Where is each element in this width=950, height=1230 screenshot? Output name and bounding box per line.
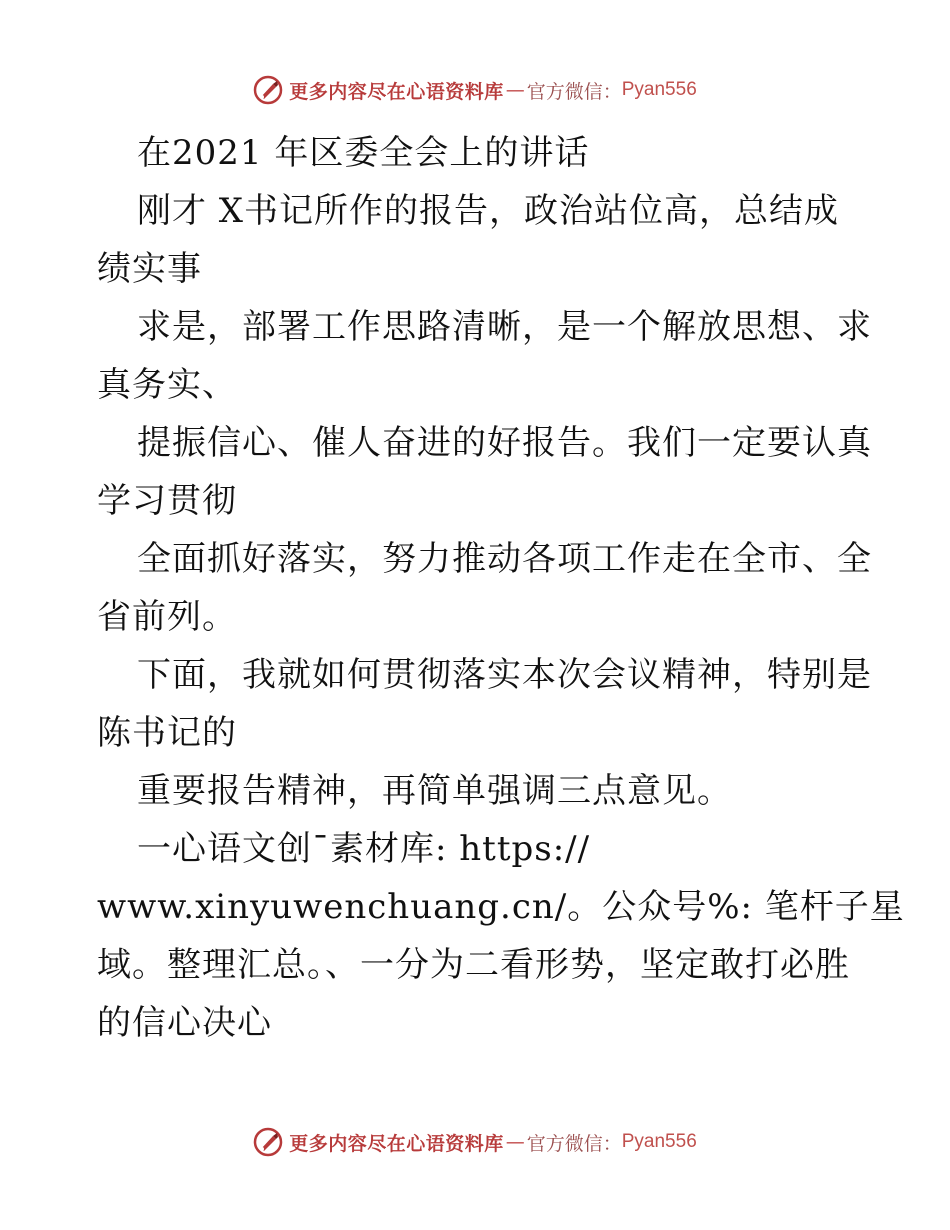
banner-label: 官方微信： <box>526 80 622 103</box>
banner-separator: — <box>505 79 525 101</box>
paragraph-line: 重要报告精神，再简单强调三点意见。 <box>137 771 732 811</box>
paragraph-line: 的信心决心 <box>97 1003 272 1043</box>
paragraph-line: 求是，部署工作思路清晰，是一个解放思想、求 <box>137 307 872 347</box>
paragraph-line: www.xinyuwenchuang.cn/。公众号%: 笔杆子星 <box>97 887 905 927</box>
paragraph-line: 真务实、 <box>97 365 237 405</box>
footer-watermark-banner <box>0 1124 950 1160</box>
paragraph-line: 陈书记的 <box>97 713 237 753</box>
quill-pen-logo-icon <box>253 1127 283 1157</box>
paragraph-line: 绩实事 <box>97 249 202 289</box>
paragraph-line: 省前列。 <box>97 597 237 637</box>
banner-wechat-id: Pyan556 <box>621 79 697 100</box>
paragraph-line: 刚才 X书记所作的报告，政治站位高，总结成 <box>137 191 840 231</box>
paragraph-line: 下面，我就如何贯彻落实本次会议精神，特别是 <box>137 655 872 695</box>
quill-pen-logo-icon <box>253 75 283 105</box>
paragraph-line: 学习贯彻 <box>97 481 237 521</box>
banner-text: 更多内容尽在心语资料库 <box>289 80 504 103</box>
banner-separator: — <box>505 1131 525 1153</box>
header-watermark-banner <box>0 72 950 108</box>
paragraph-line: 提振信心、催人奋进的好报告。我们一定要认真 <box>137 423 872 463</box>
banner-wechat-id: Pyan556 <box>621 1131 697 1152</box>
banner-text: 更多内容尽在心语资料库 <box>289 1132 504 1155</box>
paragraph-line: 一心语文创¯素材库: https:// <box>137 829 591 869</box>
document-body <box>97 124 905 1052</box>
paragraph-line: 全面抓好落实，努力推动各项工作走在全市、全 <box>137 539 872 579</box>
paragraph-line: 域。整理汇总。、一分为二看形势，坚定敢打必胜 <box>97 945 850 985</box>
banner-label: 官方微信： <box>526 1132 622 1155</box>
document-title: 在2021 年区委全会上的讲话 <box>137 133 590 173</box>
